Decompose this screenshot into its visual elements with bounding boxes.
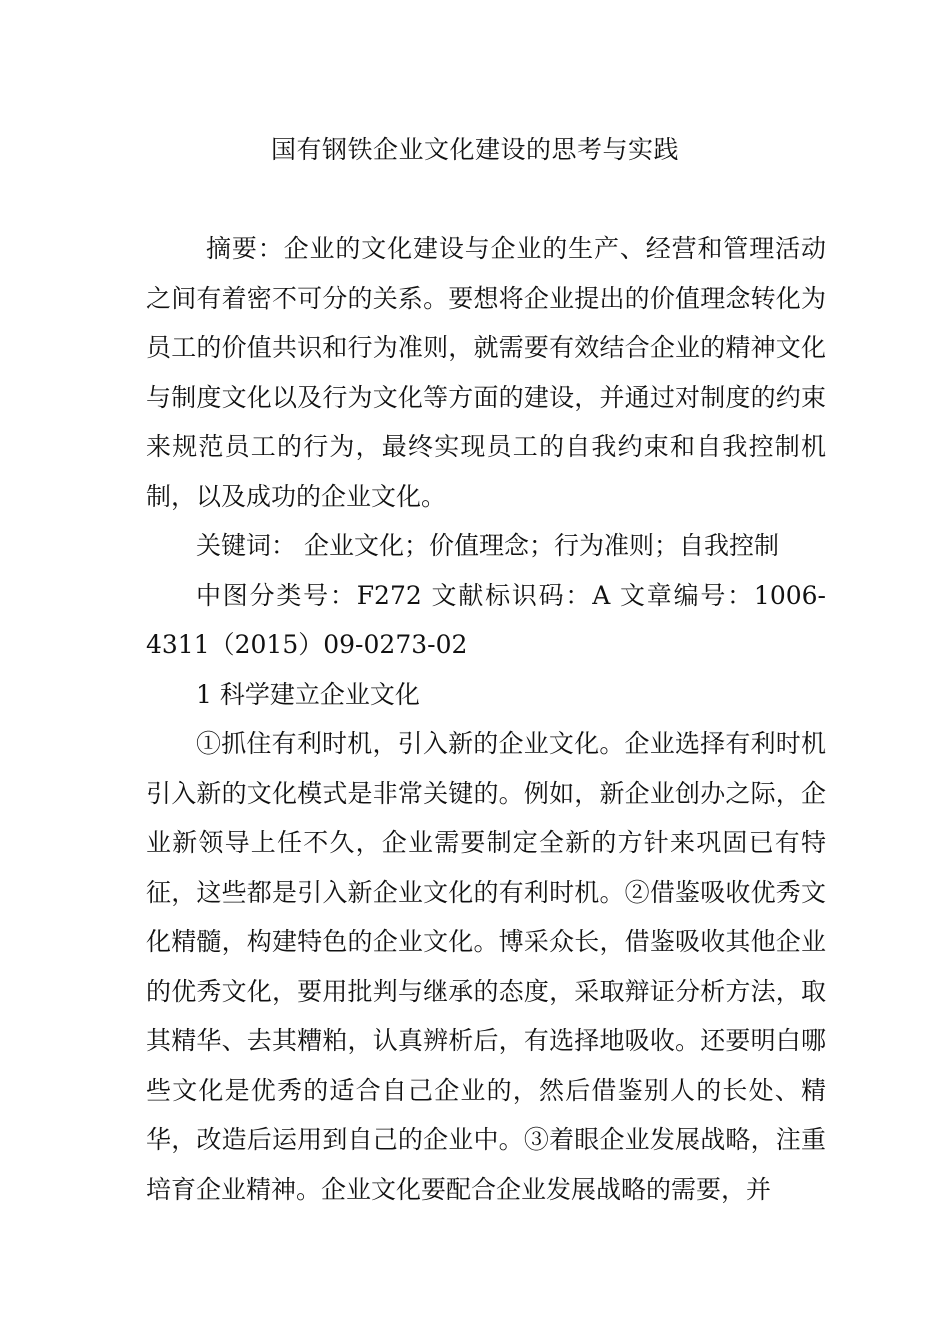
classification-line: 中图分类号：F272 文献标识码：A 文章编号：1006-4311（2015）09-0273-02 xyxy=(146,580,826,659)
section-paragraph: ①抓住有利时机，引入新的企业文化。企业选择有利时机引入新的文化模式是非常关键的。例如，新企业创办之际，企业新领导上任不久，企业需要制定全新的方针来巩固已有特征，这些都是引入新企业文化的有利时机。②借鉴吸收优秀文化精髓，构建特色的企业文化。博采众长，借鉴吸收其他企业的优秀文化，要用批判与继承的态度，采取辩证分析方法，取其精华、去其糟粕，认真辨析后，有选择地吸收。还要明白哪些文化是优秀的适合自己企业的，然后借鉴别人的长处、精华，改造后运用到自己的企业中。③着眼企业发展战略，注重培育企业精神。企业文化要配合企业发展战略的需要，并 xyxy=(146,729,826,1204)
keywords-line: 关键词： 企业文化；价值理念；行为准则；自我控制 xyxy=(196,531,779,560)
section-heading: 1 科学建立企业文化 xyxy=(196,679,420,709)
abstract-paragraph: 摘要：企业的文化建设与企业的生产、经营和管理活动之间有着密不可分的关系。要想将企业提出的价值理念转化为员工的价值共识和行为准则，就需要有效结合企业的精神文化与制度文化以及行为文化等方面的建设，并通过对制度的约束来规范员工的行为，最终实现员工的自我约束和自我控制机制，以及成功的企业文化。 xyxy=(146,234,826,511)
document-body xyxy=(146,224,826,1214)
document-title: 国有钢铁企业文化建设的思考与实践 xyxy=(270,135,679,164)
